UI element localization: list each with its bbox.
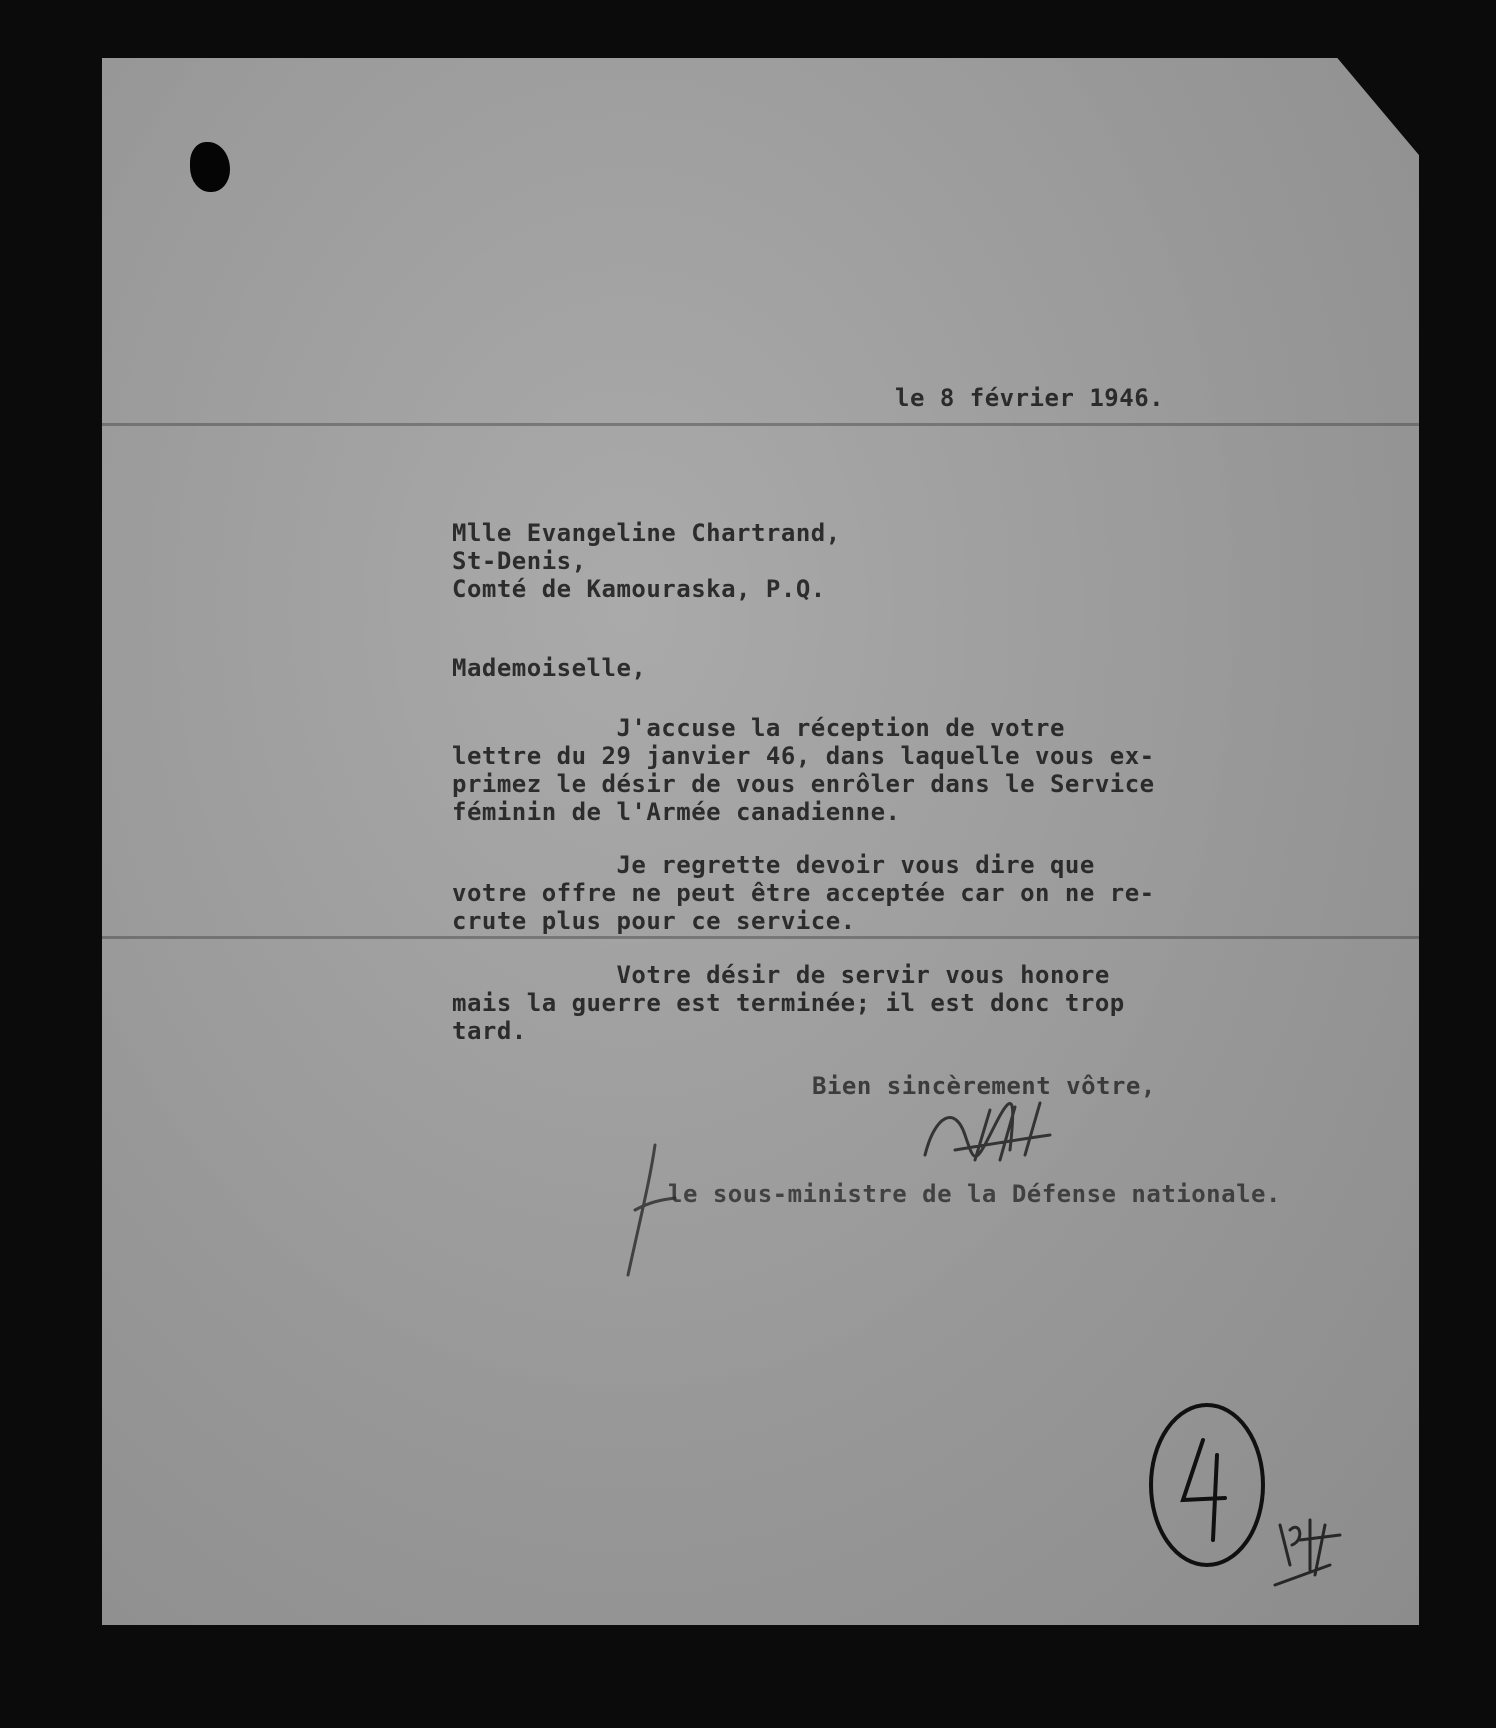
paragraph-line: Votre désir de servir vous honore	[452, 961, 1110, 989]
paragraph-line: primez le désir de vous enrôler dans le Service	[452, 770, 1155, 798]
paragraph-line: tard.	[452, 1017, 527, 1045]
letter-sheet	[102, 58, 1419, 1625]
paragraph-line: crute plus pour ce service.	[452, 907, 856, 935]
paragraph-line: J'accuse la réception de votre	[452, 714, 1065, 742]
paragraph-line: lettre du 29 janvier 46, dans laquelle vous ex-	[452, 742, 1155, 770]
handwritten-for-mark	[620, 1140, 680, 1280]
letter-date: le 8 février 1946.	[895, 384, 1165, 412]
paragraph-line: Je regrette devoir vous dire que	[452, 851, 1095, 879]
initials-scrawl	[1270, 1510, 1350, 1590]
fold-line	[102, 423, 1419, 426]
page-number-circle	[1145, 1400, 1275, 1570]
recipient-town: St-Denis,	[452, 547, 587, 575]
paragraph-line: féminin de l'Armée canadienne.	[452, 798, 901, 826]
salutation: Mademoiselle,	[452, 654, 647, 682]
fold-line	[102, 936, 1419, 939]
closing: Bien sincèrement vôtre,	[812, 1072, 1156, 1100]
paragraph-line: votre offre ne peut être acceptée car on ne re-	[452, 879, 1155, 907]
signature-scrawl	[915, 1095, 1065, 1175]
paragraph-line: mais la guerre est terminée; il est donc trop	[452, 989, 1125, 1017]
signature-title: le sous-ministre de la Défense nationale.	[668, 1180, 1281, 1208]
recipient-name: Mlle Evangeline Chartrand,	[452, 519, 841, 547]
recipient-county: Comté de Kamouraska, P.Q.	[452, 575, 826, 603]
